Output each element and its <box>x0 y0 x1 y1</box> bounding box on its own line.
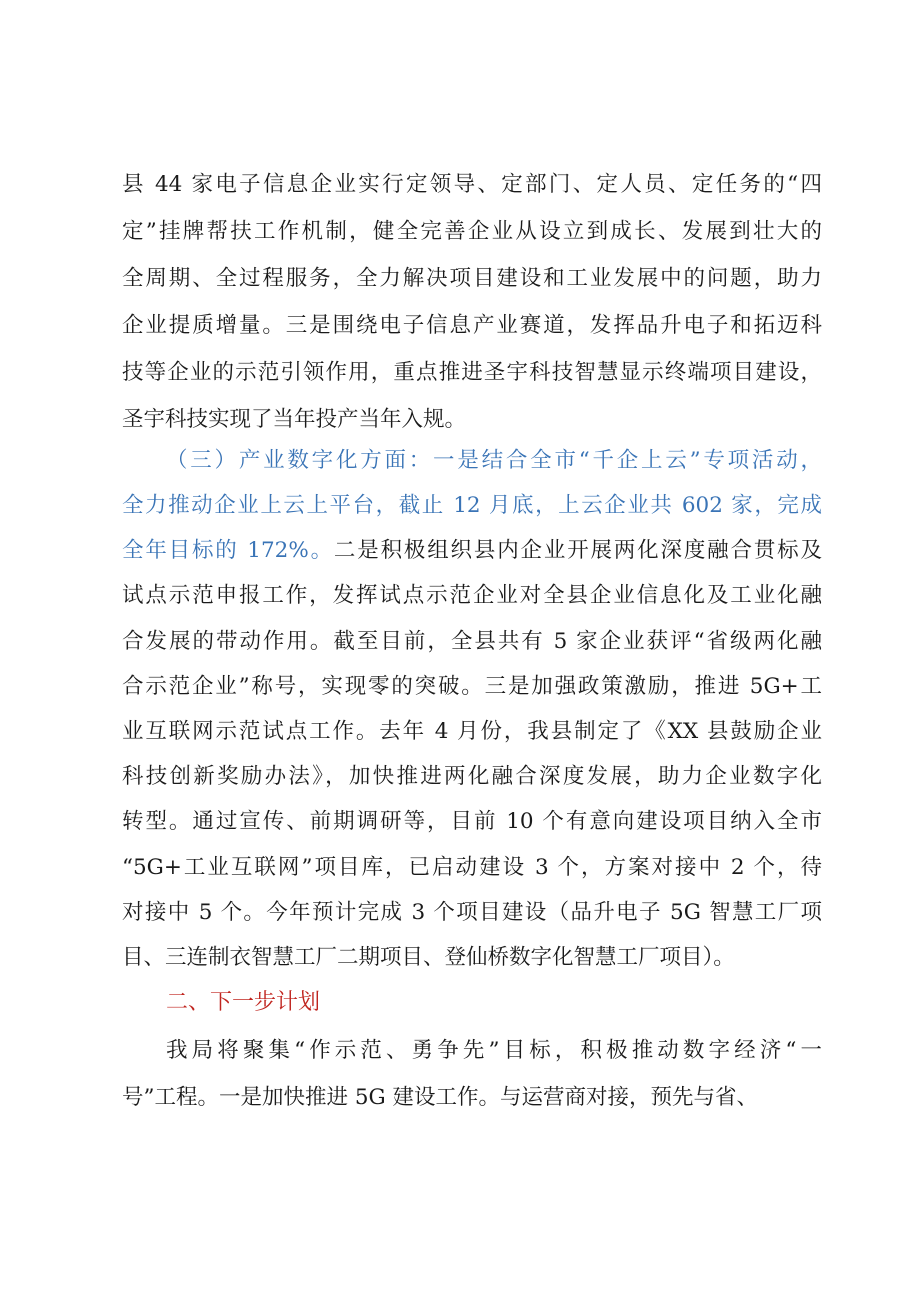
paragraph-line: 县 44 家电子信息企业实行定领导、定部门、定人员、定任务的“四 <box>122 172 822 197</box>
paragraph-line: 我局将聚集“作示范、勇争先”目标，积极推动数字经济“一 <box>166 1038 822 1063</box>
paragraph-line: 全周期、全过程服务，全力解决项目建设和工业发展中的问题，助力 <box>122 266 822 291</box>
paragraph-line: 企业提质增量。三是围绕电子信息产业赛道，发挥品升电子和拓迈科 <box>122 313 822 338</box>
paragraph-line: 科技创新奖励办法》，加快推进两化融合深度发展，助力企业数字化 <box>122 764 822 789</box>
section-heading: 二、下一步计划 <box>166 990 321 1015</box>
paragraph-line: 技等企业的示范引领作用，重点推进圣宇科技智慧显示终端项目建设， <box>122 360 822 385</box>
paragraph-line: “5G+工业互联网”项目库，已启动建设 3 个，方案对接中 2 个，待 <box>122 855 822 880</box>
paragraph-text: 二是积极组织县内企业开展两化深度融合贯标及 <box>333 538 822 563</box>
paragraph-line-mixed <box>122 531 822 571</box>
paragraph-line: 转型。通过宣传、前期调研等，目前 10 个有意向建设项目纳入全市 <box>122 809 822 834</box>
section-heading-line: （三）产业数字化方面：一是结合全市“千企上云”专项活动， <box>166 448 822 473</box>
paragraph-line: 全力推动企业上云上平台，截止 12 月底，上云企业共 602 家，完成 <box>122 493 822 518</box>
paragraph-line: 合发展的带动作用。截至目前，全县共有 5 家企业获评“省级两化融 <box>122 629 822 654</box>
highlight-text: 全年目标的 172%。 <box>122 538 334 563</box>
paragraph-line: 业互联网示范试点工作。去年 4 月份，我县制定了《XX 县鼓励企业 <box>122 719 822 744</box>
paragraph-line: 定”挂牌帮扶工作机制，健全完善企业从设立到成长、发展到壮大的 <box>122 219 822 244</box>
paragraph-line: 目、三连制衣智慧工厂二期项目、登仙桥数字化智慧工厂项目）。 <box>122 945 735 970</box>
paragraph-line: 合示范企业”称号，实现零的突破。三是加强政策激励，推进 5G+工 <box>122 674 822 699</box>
paragraph-line: 试点示范申报工作，发挥试点示范企业对全县企业信息化及工业化融 <box>122 583 822 608</box>
paragraph-line: 号”工程。一是加快推进 5G 建设工作。与运营商对接，预先与省、 <box>122 1085 759 1110</box>
paragraph-line: 对接中 5 个。今年预计完成 3 个项目建设（品升电子 5G 智慧工厂项 <box>122 900 822 925</box>
paragraph-line: 圣宇科技实现了当年投产当年入规。 <box>122 407 467 432</box>
